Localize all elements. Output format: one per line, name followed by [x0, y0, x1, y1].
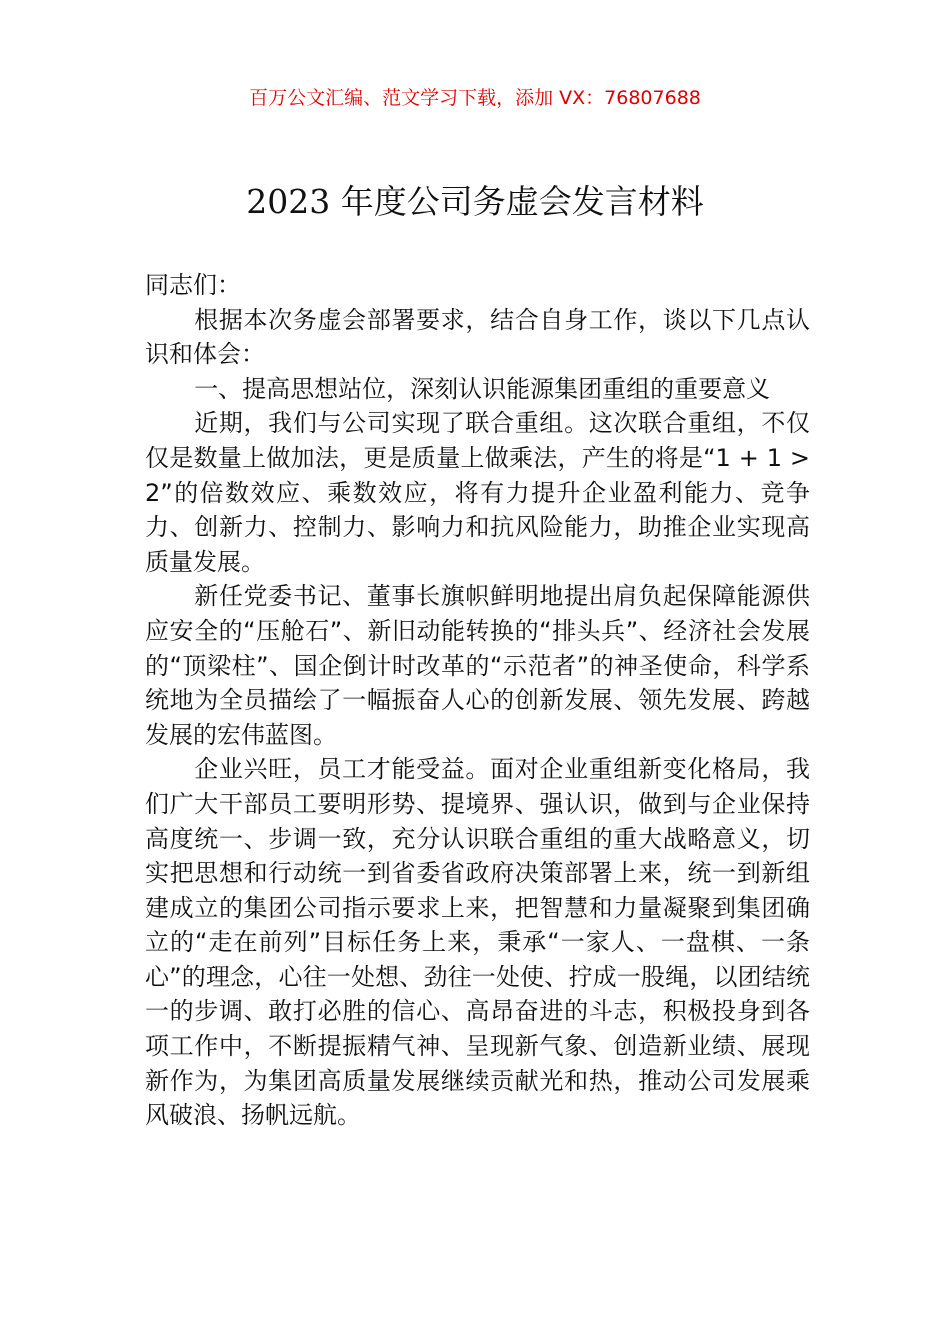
document-body	[145, 268, 810, 1133]
salutation: 同志们：	[145, 271, 241, 299]
paragraph-unity: 企业兴旺，员工才能受益。面对企业重组新变化格局，我们广大干部员工要明形势、提境界、强认识，做到与企业保持高度统一、步调一致，充分认识联合重组的重大战略意义，切实把思想和行动统一到省委省政府决策部署上来，统一到新组建成立的集团公司指示要求上来，把智慧和力量凝聚到集团确立的“走在前列”目标任务上来，秉承“一家人、一盘棋、一条心”的理念，心往一处想、劲往一处使、拧成一股绳，以团结统一的步调、敢打必胜的信心、高昂奋进的斗志，积极投身到各项工作中，不断提振精气神、呈现新气象、创造新业绩、展现新作为，为集团高质量发展继续贡献光和热，推动公司发展乘风破浪、扬帆远航。	[145, 755, 810, 1130]
document-title: 2023 年度公司务虚会发言材料	[246, 182, 704, 221]
paragraph-restructuring: 近期，我们与公司实现了联合重组。这次联合重组，不仅仅是数量上做加法，更是质量上做乘法，产生的将是“1 + 1 > 2”的倍数效应、乘数效应，将有力提升企业盈利能力、竞争力、创新力、控制力、影响力和抗风险能力，助推企业实现高质量发展。	[145, 409, 810, 576]
paragraph-mission: 新任党委书记、董事长旗帜鲜明地提出肩负起保障能源供应安全的“压舱石”、新旧动能转换的“排头兵”、经济社会发展的“顶梁柱”、国企倒计时改革的“示范者”的神圣使命，科学系统地为全员描绘了一幅振奋人心的创新发展、领先发展、跨越发展的宏伟蓝图。	[145, 582, 810, 749]
header-promo-note: 百万公文汇编、范文学习下载，添加 VX：76807688	[249, 87, 701, 109]
paragraph-intro: 根据本次务虚会部署要求，结合自身工作，谈以下几点认识和体会：	[145, 305, 810, 369]
section-heading-1: 一、提高思想站位，深刻认识能源集团重组的重要意义	[194, 374, 771, 403]
